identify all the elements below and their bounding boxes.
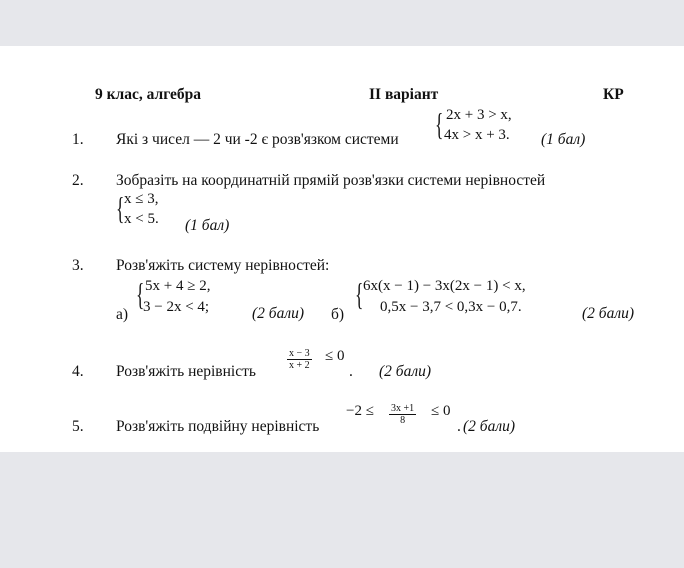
grade-title: 9 клас, алгебра <box>95 86 202 103</box>
task-2-text: Зобразіть на координатній прямій розв'язки системи нерівностей <box>116 172 546 189</box>
variant-title: ІІ варіант <box>369 86 439 103</box>
task-2-system-line-1: x ≤ 3, <box>124 191 159 207</box>
task-5-number: 5. <box>72 418 84 435</box>
task-3-number: 3. <box>72 257 84 274</box>
task-3b-brace: { <box>355 276 364 312</box>
task-2-brace: { <box>116 190 125 226</box>
task-1-system-line-1: 2x + 3 > x, <box>446 107 512 123</box>
task-4-number: 4. <box>72 363 84 380</box>
task-2-points: (1 бал) <box>185 217 230 234</box>
task-4-fraction-denominator: x + 2 <box>289 360 310 371</box>
task-1-brace: { <box>435 106 444 142</box>
task-4-text: Розв'яжіть нерівність <box>116 363 256 380</box>
task-4-relation: ≤ 0 <box>325 348 345 364</box>
task-1-system-line-2: 4x > x + 3. <box>444 127 510 143</box>
task-5-fraction <box>389 398 416 426</box>
task-5-dot: . <box>457 418 461 435</box>
worksheet-page <box>0 46 684 452</box>
task-1-number: 1. <box>72 131 84 148</box>
task-4-fraction-numerator: x − 3 <box>289 348 310 359</box>
task-5-relation: ≤ 0 <box>431 403 451 419</box>
task-4-fraction <box>287 343 312 371</box>
task-3-text: Розв'яжіть систему нерівностей: <box>116 257 330 274</box>
task-1-points: (1 бал) <box>541 131 586 148</box>
task-2-number: 2. <box>72 172 84 189</box>
task-4-dot: . <box>349 363 353 380</box>
task-3a-points: (2 бали) <box>252 305 305 322</box>
task-3a-system-line-1: 5x + 4 ≥ 2, <box>145 278 211 294</box>
task-5-left-bound: −2 ≤ <box>346 403 374 419</box>
task-3b-system-line-2: 0,5x − 3,7 < 0,3x − 0,7. <box>380 299 522 315</box>
task-2-system-line-2: x < 5. <box>124 211 159 227</box>
test-code: КР <box>603 86 624 103</box>
task-4-points: (2 бали) <box>379 363 432 380</box>
task-5-fraction-numerator: 3x +1 <box>391 403 415 414</box>
task-5-fraction-denominator: 8 <box>400 415 406 426</box>
task-3b-system-line-1: 6x(x − 1) − 3x(2x − 1) < x, <box>363 278 526 294</box>
task-3a-system-line-2: 3 − 2x < 4; <box>143 299 210 315</box>
task-3a-label: а) <box>116 306 129 323</box>
task-3a-brace: { <box>136 276 145 312</box>
task-1-text: Які з чисел — 2 чи -2 є розв'язком системи <box>116 131 399 148</box>
task-3b-points: (2 бали) <box>582 305 635 322</box>
task-5-points: (2 бали) <box>463 418 516 435</box>
task-3b-label: б) <box>331 306 345 323</box>
task-5-text: Розв'яжіть подвійну нерівність <box>116 418 320 435</box>
